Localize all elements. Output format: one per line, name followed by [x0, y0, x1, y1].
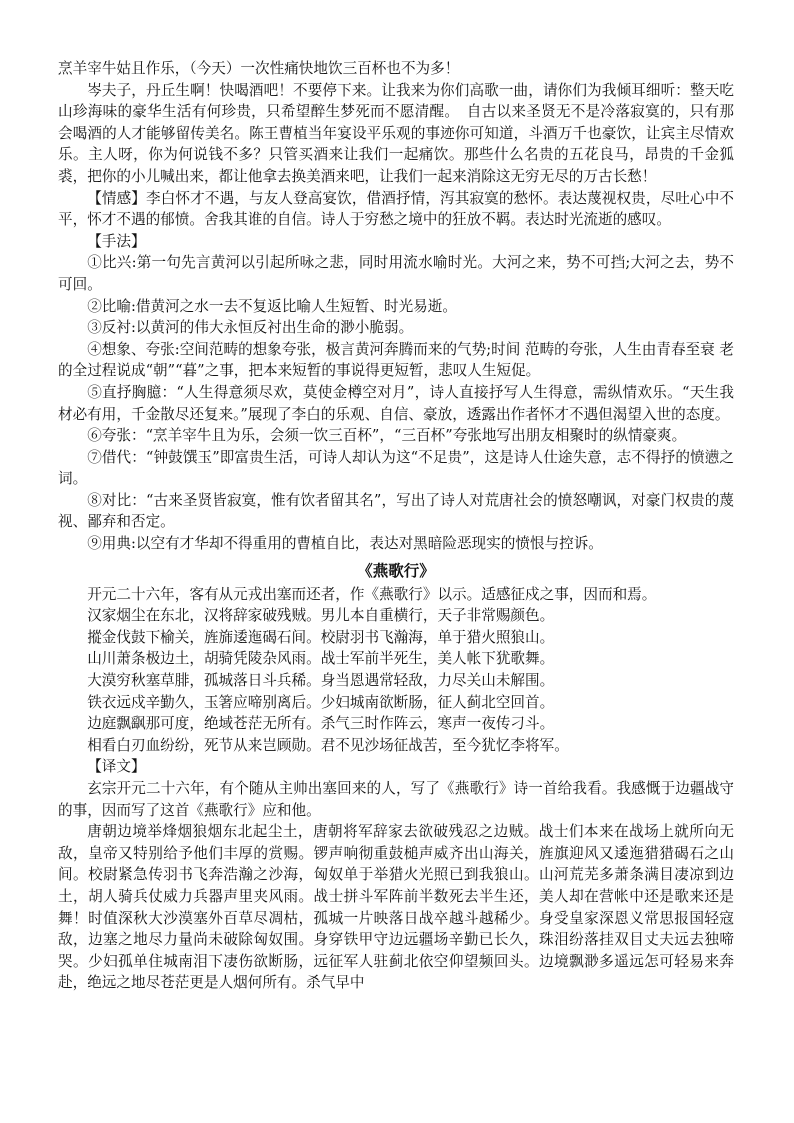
paragraph: ⑦借代：“钟鼓馔玉”即富贵生活，可诗人却认为这“不足贵”，这是诗人仕途失意，志不得抒的愤懑之词。 [58, 448, 734, 488]
paragraph: 【情感】李白怀才不遇，与友人登高宴饮，借酒抒情，泻其寂寞的愁怀。表达蔑视权贵，尽吐心中不平，怀才不遇的郁愤。舍我其谁的自信。诗人于穷愁之境中的狂放不羁。表达时光流逝的感叹。 [58, 189, 734, 229]
paragraph: ③反衬:以黄河的伟大永恒反衬出生命的渺小脆弱。 [87, 319, 414, 337]
document-page [58, 58, 734, 994]
paragraph: ⑨用典:以空有才华却不得重用的曹植自比，表达对黑暗险恶现实的愤恨与控诉。 [87, 535, 603, 553]
paragraph: ①比兴:第一句先言黄河以引起所咏之悲，同时用流水喻时光。大河之来，势不可挡;大河之去，势不可回。 [58, 254, 734, 293]
poem-line: 边庭飘飖那可度，绝域苍茫无所有。杀气三时作阵云，寒声一夜传刁斗。 [87, 715, 555, 733]
paragraph: ⑥夸张：“烹羊宰牛且为乐，会须一饮三百杯”，“三百杯”夸张地写出朋友相聚时的纵情豪爽。 [87, 427, 687, 445]
poem-line: 汉家烟尘在东北，汉将辞家破残贼。男儿本自重横行，天子非常赐颜色。 [87, 607, 555, 625]
poem-line: 山川萧条极边土，胡骑凭陵杂风雨。战士军前半死生，美人帐下犹歌舞。 [87, 650, 555, 668]
paragraph: ②比喻:借黄河之水一去不复返比喻人生短暂、时光易逝。 [87, 297, 457, 315]
translation-heading: 【译文】 [87, 758, 146, 776]
poem-line: 大漠穷秋塞草腓，孤城落日斗兵稀。身当恩遇常轻敌，力尽关山未解围。 [87, 672, 555, 690]
paragraph: ⑤直抒胸臆：“人生得意须尽欢，莫使金樽空对月”，诗人直接抒写人生得意，需纵情欢乐。“天生我材必有用，千金散尽还复来。”展现了李白的乐观、自信、豪放，透露出作者怀才不遇但渴望入世的态度。 [58, 383, 734, 423]
poem-line: 铁衣远戍辛勤久，玉箸应啼别离后。少妇城南欲断肠，征人蓟北空回首。 [87, 693, 555, 711]
paragraph: ⑧对比：“古来圣贤皆寂寞，惟有饮者留其名”，写出了诗人对荒唐社会的愤怒嘲讽，对豪门权贵的蔑视、鄙弃和否定。 [58, 491, 734, 531]
poem-line: 摐金伐鼓下榆关，旌旆逶迤碣石间。校尉羽书飞瀚海，单于猎火照狼山。 [87, 628, 555, 646]
paragraph: 【手法】 [87, 232, 146, 250]
paragraph: ④想象、夸张:空间范畴的想象夸张，极言黄河奔腾而来的气势;时间 范畴的夸张，人生由青春至衰 老的全过程说成“朝”“暮”之事，把本来短暂的事说得更短暂，悲叹人生短促。 [58, 340, 734, 380]
poem-analysis-section [58, 58, 734, 555]
poem-text [58, 584, 734, 757]
translation-paragraph: 玄宗开元二十六年，有个随从主帅出塞回来的人，写了《燕歌行》诗一首给我看。我感慨于边疆战守的事，因而写了这首《燕歌行》应和他。 [58, 780, 734, 819]
poem-line: 相看白刃血纷纷，死节从来岂顾勋。君不见沙场征战苦，至今犹忆李将军。 [87, 736, 569, 754]
paragraph: 岑夫子，丹丘生啊！快喝酒吧！不要停下来。让我来为你们高歌一曲，请你们为我倾耳细听：整天吃山珍海味的豪华生活有何珍贵，只希望醉生梦死而不愿清醒。 自古以来圣贤无不是冷落寂寞的，只有那会喝酒的人才能够留传美名。陈王曹植当年宴设平乐观的事迹你可知道，斗酒万千也豪饮，让宾主尽情欢乐。主人呀，你为何说钱不多？只管买酒来让我们一起痛饮。那些什么名贵的五花良马，昂贵的千金狐裘，把你的小儿喊出来，都让他拿去换美酒来吧，让我们一起来消除这无穷无尽的万古长愁！ [58, 81, 734, 185]
paragraph: 烹羊宰牛姑且作乐，（今天）一次性痛快地饮三百杯也不为多！ [58, 60, 460, 77]
poem-line: 开元二十六年，客有从元戎出塞而还者，作《燕歌行》以示。适感征戍之事，因而和焉。 [87, 585, 657, 603]
translation-paragraph: 唐朝边境举烽烟狼烟东北起尘土，唐朝将军辞家去欲破残忍之边贼。战士们本来在战场上就所向无敌，皇帝又特别给予他们丰厚的赏赐。锣声响彻重鼓槌声威齐出山海关，旌旗迎风又逶迤猎猎碣石之山间。校尉紧急传羽书飞奔浩瀚之沙海，匈奴单于举猎火光照已到我狼山。山河荒芜多萧条满目凄凉到边土，胡人骑兵仗威力兵器声里夹风雨。战士拼斗军阵前半数死去半生还，美人却在营帐中还是歌来还是舞！时值深秋大沙漠塞外百草尽凋枯，孤城一片映落日战卒越斗越稀少。身受皇家深恩义常思报国轻寇敌，边塞之地尽力量尚未破除匈奴围。身穿铁甲守边远疆场辛勤已长久，珠泪纷落挂双目丈夫远去独啼哭。少妇孤单住城南泪下凄伤欲断肠，远征军人驻蓟北依空仰望频回头。边境飘渺多遥远怎可轻易来奔赴，绝远之地尽苍茫更是人烟何所有。杀气早中 [58, 823, 734, 992]
section-title: 《燕歌行》 [357, 560, 435, 580]
translation-section [58, 778, 734, 994]
